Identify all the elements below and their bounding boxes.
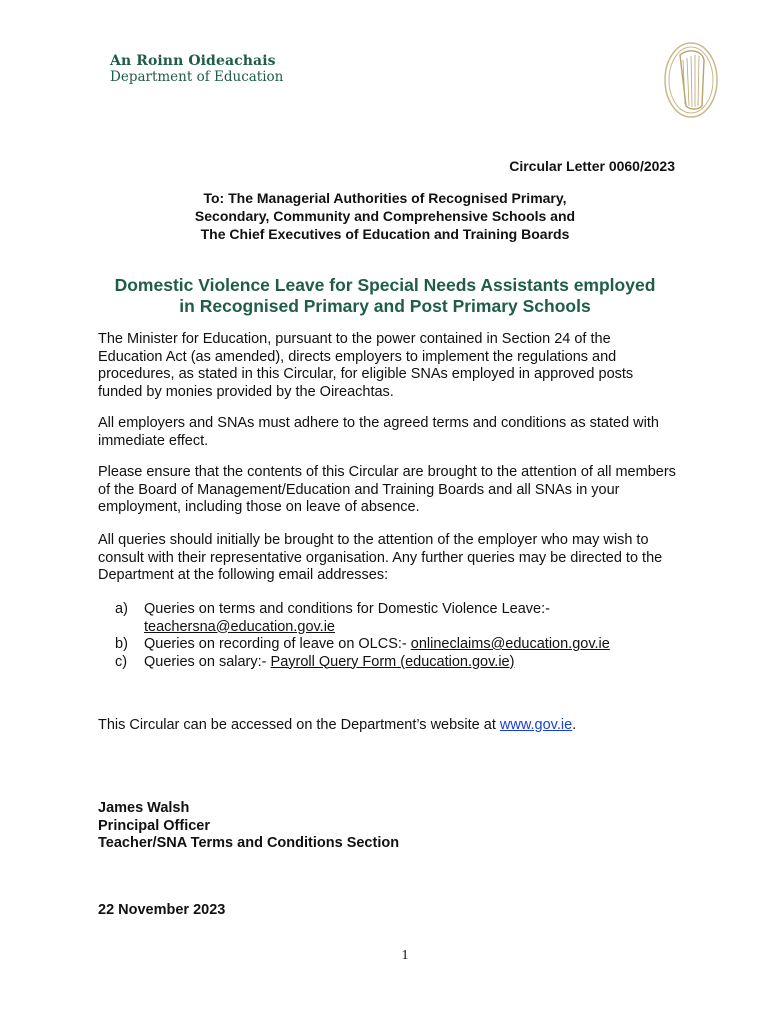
paragraph-attention: Please ensure that the contents of this Circular are brought to the attention of all members of the Board of Management/Education and Training Boards and all SNAs in your employment, including those on leave of absence. — [98, 464, 676, 515]
addressee-line: To: The Managerial Authorities of Recognised Primary, — [203, 190, 567, 206]
signatory-section: Teacher/SNA Terms and Conditions Section — [98, 835, 400, 851]
list-marker: c) — [115, 653, 128, 670]
access-text: This Circular can be accessed on the Department’s website at — [98, 717, 496, 733]
paragraph-minister-directive: The Minister for Education, pursuant to the power contained in Section 24 of the Education Act (as amended), directs employers to implement the regulations and procedures, as stated in this Circular, for eligible SNAs employed in approved posts funded by monies provided by the Oireachtas. — [98, 331, 634, 400]
list-marker: b) — [115, 636, 128, 652]
org-name-english: Department of Education — [110, 69, 284, 85]
org-name-irish: An Roinn Oideachais — [110, 53, 276, 69]
gov-ie-link[interactable]: www.gov.ie — [499, 717, 573, 733]
signature-block — [98, 800, 399, 853]
queries-list — [98, 601, 698, 671]
harp-crest-icon — [662, 40, 720, 120]
page-number: 1 — [401, 948, 409, 963]
circular-number: Circular Letter 0060/2023 — [509, 158, 675, 174]
circular-title — [90, 275, 680, 317]
query-text: Queries on terms and conditions for Domestic Violence Leave:- — [144, 601, 550, 617]
paragraph-adherence: All employers and SNAs must adhere to the agreed terms and conditions as stated with immediate effect. — [98, 415, 659, 449]
list-marker: a) — [115, 601, 128, 617]
list-item — [98, 636, 698, 654]
signatory-name: James Walsh — [98, 800, 190, 816]
letter-date: 22 November 2023 — [98, 902, 226, 918]
access-statement — [98, 717, 718, 735]
query-text: Queries on recording of leave on OLCS:- — [144, 636, 407, 652]
paragraph-queries: All queries should initially be brought to the attention of the employer who may wish to consult with their representative organisation. Any further queries may be directed to the Department at the following email addresses: — [98, 532, 663, 583]
list-item — [98, 654, 698, 672]
addressees — [140, 189, 630, 243]
teachersna-email-link[interactable]: teachersna@education.gov.ie — [144, 618, 335, 635]
title-line: Domestic Violence Leave for Special Needs Assistants employed — [114, 275, 656, 295]
addressee-line: The Chief Executives of Education and Training Boards — [200, 226, 570, 242]
query-text: Queries on salary:- — [144, 653, 267, 670]
addressee-line: Secondary, Community and Comprehensive Schools and — [194, 208, 576, 224]
signatory-role: Principal Officer — [98, 817, 211, 834]
access-suffix: . — [572, 717, 577, 733]
payroll-query-form-link[interactable]: Payroll Query Form (education.gov.ie) — [270, 653, 515, 670]
list-item — [98, 601, 698, 636]
onlineclaims-email-link[interactable]: onlineclaims@education.gov.ie — [410, 636, 610, 652]
title-line: in Recognised Primary and Post Primary Schools — [179, 296, 591, 316]
